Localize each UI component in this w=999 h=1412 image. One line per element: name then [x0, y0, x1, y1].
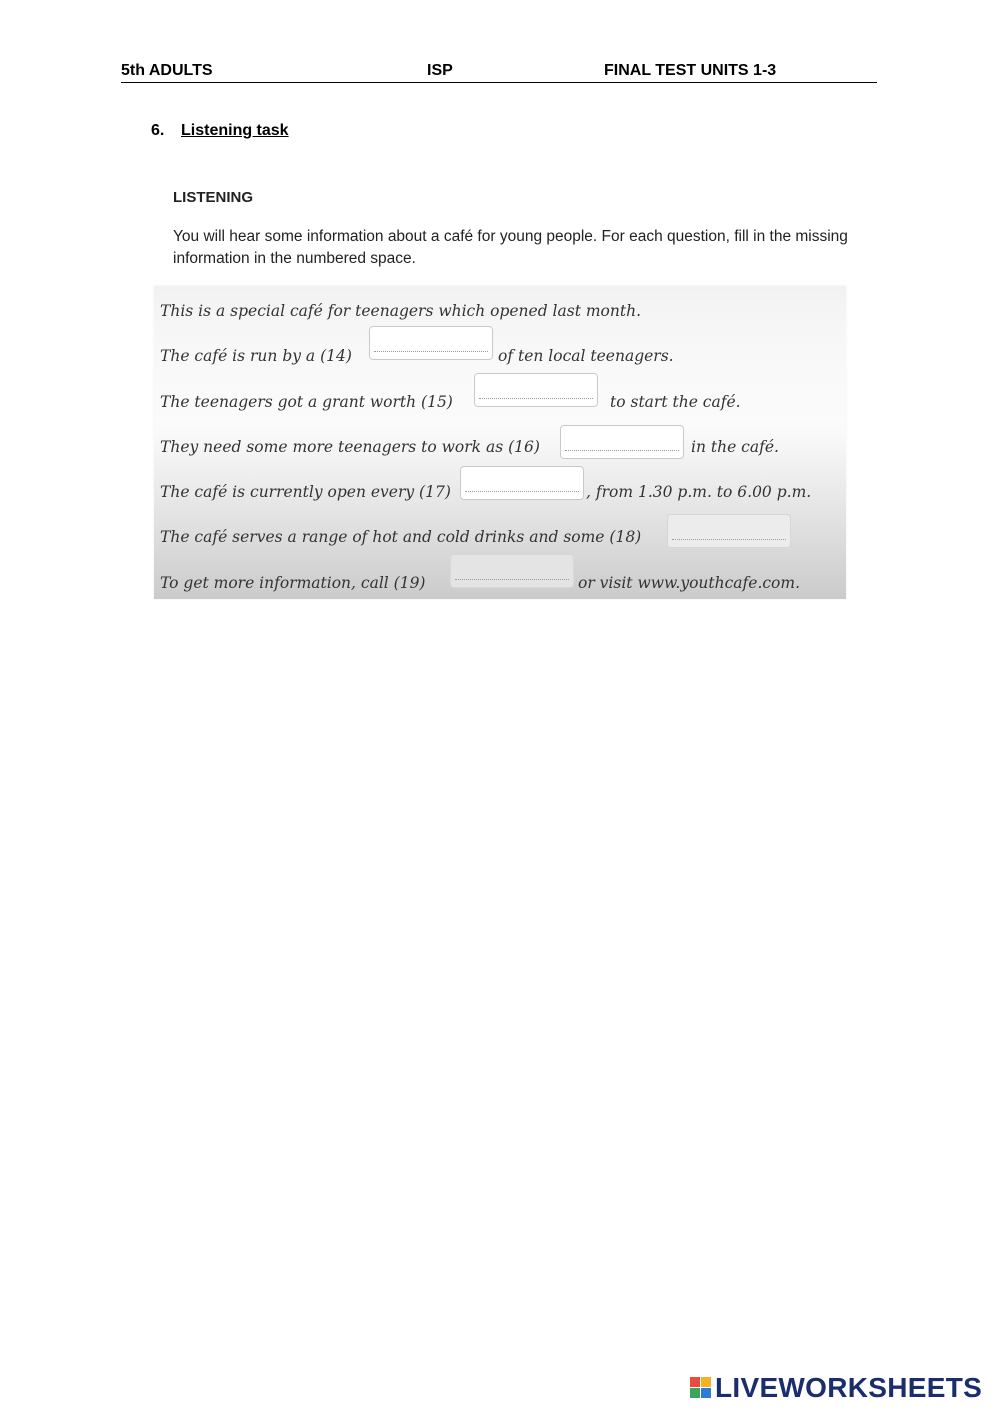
sentence-intro: This is a special café for teenagers which opened last month. [160, 302, 642, 320]
sentence-19-before: To get more information, call (19) [160, 574, 426, 592]
answer-input-18[interactable] [667, 514, 791, 548]
sentence-16-before: They need some more teenagers to work as (16) [160, 438, 540, 456]
sentence-17-after: , from 1.30 p.m. to 6.00 p.m. [586, 483, 812, 501]
sentence-19-after: or visit www.youthcafe.com. [578, 574, 801, 592]
section-number: 6. [151, 122, 165, 139]
sentence-18-before: The café serves a range of hot and cold drinks and some (18) [160, 528, 642, 546]
answer-input-15[interactable] [474, 373, 598, 407]
liveworksheets-logo-text: LIVEWORKSHEETS [715, 1372, 983, 1403]
sentence-17-before: The café is currently open every (17) [160, 483, 451, 501]
sentence-16-after: in the café. [691, 438, 779, 456]
section-title-text: Listening task [181, 122, 289, 139]
liveworksheets-logo-icon [690, 1377, 712, 1399]
sentence-14-after: of ten local teenagers. [498, 347, 674, 365]
listening-heading: LISTENING [173, 189, 254, 206]
sentence-14-before: The café is run by a (14) [160, 347, 352, 365]
answer-input-14[interactable] [369, 326, 493, 360]
answer-input-16[interactable] [560, 425, 684, 459]
header-school: ISP [427, 62, 453, 79]
page-header [121, 61, 877, 83]
sentence-15-after: to start the café. [610, 393, 741, 411]
fill-in-exercise [154, 286, 846, 599]
header-test-title: FINAL TEST UNITS 1-3 [604, 62, 777, 79]
answer-input-19[interactable] [450, 554, 574, 588]
sentence-15-before: The teenagers got a grant worth (15) [160, 393, 453, 411]
header-level: 5th ADULTS [121, 62, 213, 79]
listening-instructions: You will hear some information about a café for young people. For each question, fill in the missing information in the numbered space. [173, 228, 848, 267]
liveworksheets-logo [690, 1373, 982, 1403]
section-title [151, 122, 289, 140]
answer-input-17[interactable] [460, 466, 584, 500]
